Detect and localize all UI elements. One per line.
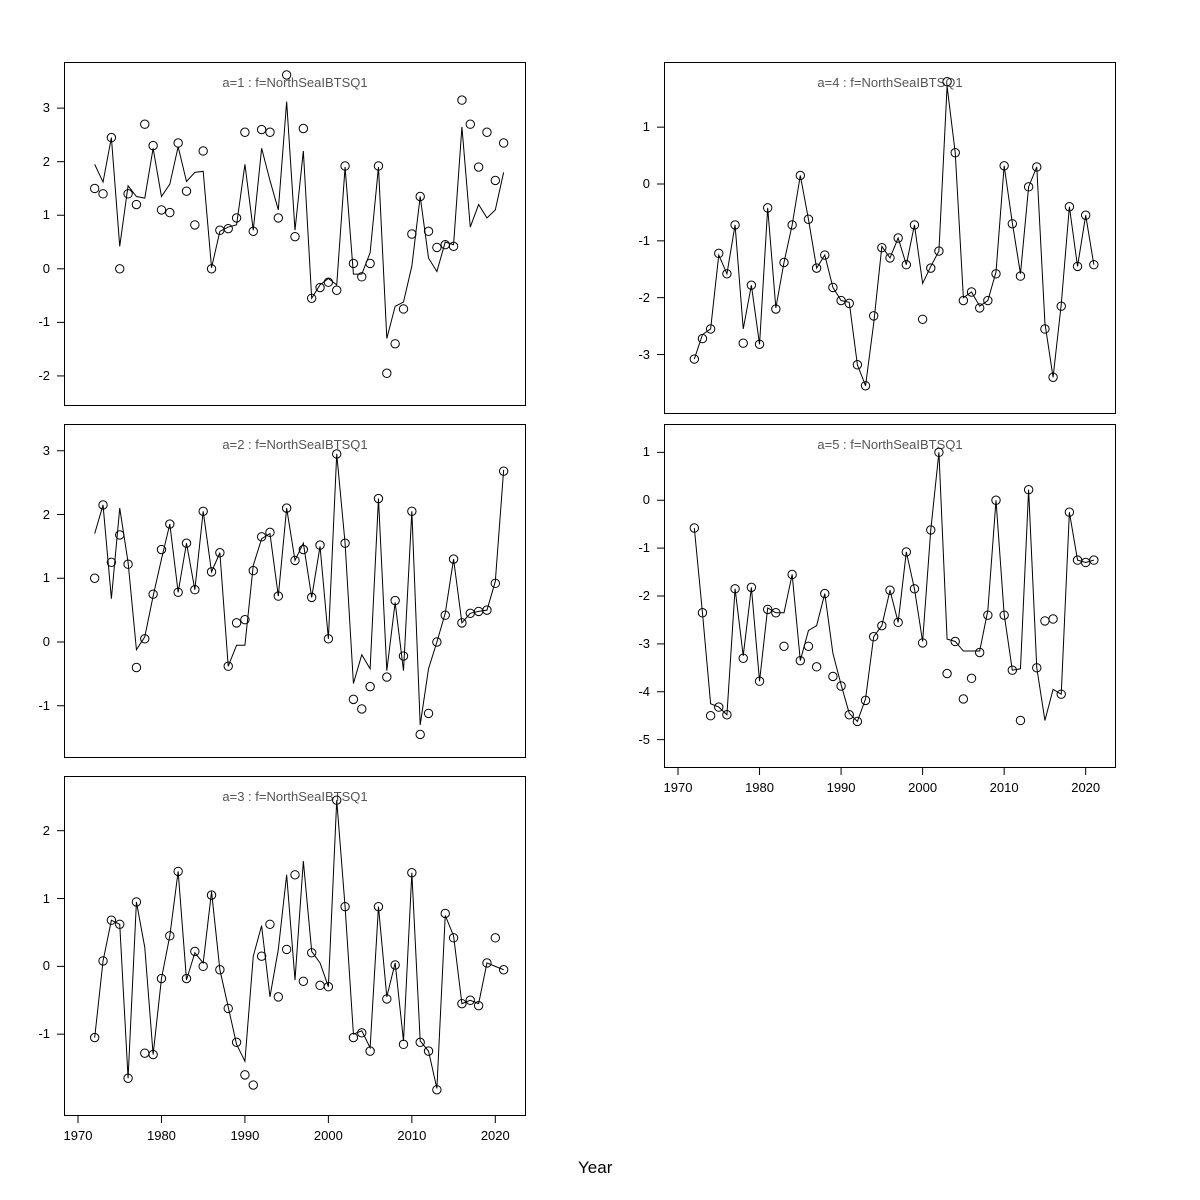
y-axis-tick-label: -2 [638,289,650,305]
y-axis-tick-label: -3 [638,346,650,362]
x-axis-tick-label: 1970 [63,1128,93,1143]
y-axis-tick-label: -1 [38,314,50,330]
y-axis-tick-label: 0 [642,176,650,191]
y-axis-tick-label: 1 [42,207,50,223]
panel-title-1: a=1 : f=NorthSeaIBTSQ1 [222,75,368,90]
x-axis-tick-label: 2010 [989,780,1019,795]
y-axis-tick-label: 1 [642,444,650,460]
x-axis-tick-label: 1970 [663,780,693,795]
x-axis-tick-label: 2010 [397,1128,427,1143]
y-axis-tick-label: 0 [42,260,50,276]
y-axis-tick-label: -1 [38,697,50,713]
x-axis-tick-label: 1980 [146,1128,176,1143]
y-axis-tick-label: 2 [42,822,50,838]
x-axis-tick-label: 1980 [745,780,774,795]
x-axis-tick-label: 1990 [230,1128,260,1143]
y-axis-tick-label: -1 [38,1026,50,1042]
x-axis-tick-label: 2020 [1071,780,1101,795]
y-axis-tick-label: -1 [638,540,650,556]
y-axis-tick-label: 1 [642,119,650,135]
x-axis-tick-label: 2000 [908,780,938,795]
y-axis-tick-label: 0 [42,634,50,649]
y-axis-tick-label: 3 [42,100,50,116]
plot-area-panel-4 [664,62,1116,414]
y-axis-tick-label: -2 [638,588,650,603]
x-axis-tick-label: 1990 [826,780,856,795]
y-axis-tick-label: 2 [42,153,50,169]
y-axis-tick-label: -2 [38,367,50,383]
y-axis-tick-label: -4 [638,683,650,699]
y-axis-tick-label: 1 [42,890,50,906]
plot-area-panel-5 [664,424,1116,768]
y-axis-tick-label: -3 [638,635,650,651]
plot-area-panel-2 [64,424,526,758]
y-axis-tick-label: 0 [42,958,50,974]
panel-title-2: a=2 : f=NorthSeaIBTSQ1 [222,437,368,452]
panel-title-4: a=4 : f=NorthSeaIBTSQ1 [817,75,963,90]
plot-area-panel-3 [64,776,526,1116]
x-axis-title: Year [578,1158,613,1177]
y-axis-tick-label: -1 [638,232,650,248]
y-axis-tick-label: 0 [642,492,650,508]
plot-area-panel-1 [64,62,526,406]
y-axis-tick-label: 2 [42,506,50,522]
panel-title-3: a=3 : f=NorthSeaIBTSQ1 [222,789,368,804]
y-axis-tick-label: 1 [42,570,50,586]
panel-title-5: a=5 : f=NorthSeaIBTSQ1 [817,437,963,452]
x-axis-tick-label: 2000 [313,1128,343,1143]
x-axis-tick-label: 2020 [480,1128,510,1143]
y-axis-tick-label: -5 [638,731,650,747]
y-axis-tick-label: 3 [42,442,50,458]
